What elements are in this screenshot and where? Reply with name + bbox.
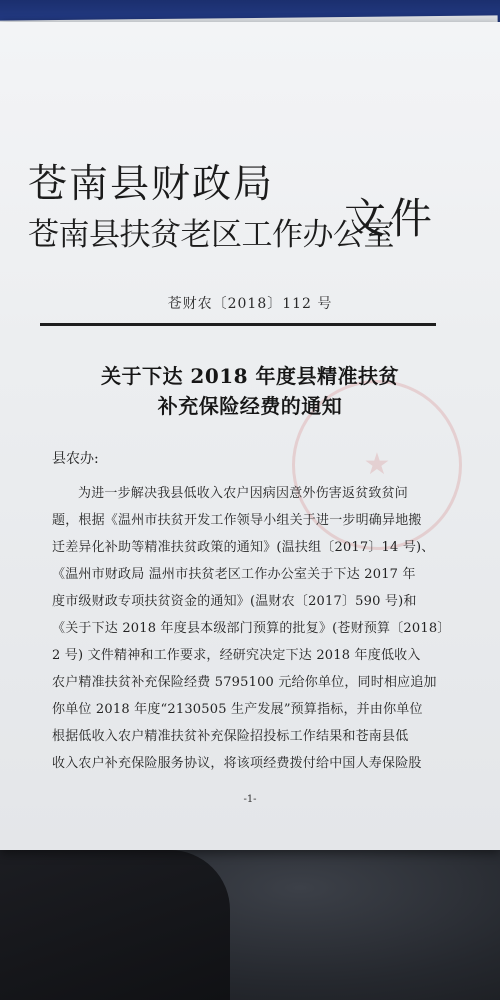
seal-star-icon: ★	[363, 447, 391, 482]
body-line: 迁差异化补助等精准扶贫政策的通知》(温扶组〔2017〕14 号)、	[52, 540, 435, 555]
body-line: 根据低收入农户精准扶贫补充保险招投标工作结果和苍南县低	[52, 729, 409, 744]
body-line: 度市级财政专项扶贫资金的通知》(温财农〔2017〕590 号)和	[52, 594, 417, 609]
header-org-line-2: 苍南县扶贫老区工作办公室	[28, 217, 394, 253]
notice-title-line-2: 补充保险经费的通知	[157, 394, 343, 418]
body-line: 2 号) 文件精神和工作要求，经研究决定下达 2018 年度低收入	[52, 648, 421, 663]
notice-title	[0, 361, 500, 421]
dark-sleeve	[0, 850, 230, 1000]
body-line: 为进一步解决我县低收入农户因病因意外伤害返贫致贫问	[78, 486, 409, 501]
body-line: 你单位 2018 年度“2130505 生产发展”预算指标，并由你单位	[52, 702, 423, 717]
addressee: 县农办:	[52, 451, 99, 467]
document-number: 苍财农〔2018〕112 号	[167, 296, 333, 312]
page-number: -1-	[243, 794, 257, 805]
body-line: 收入农户补充保险服务协议，将该项经费拨付给中国人寿保险股	[52, 756, 422, 771]
body-line: 题，根据《温州市扶贫开发工作领导小组关于进一步明确异地搬	[52, 513, 422, 528]
header-org-line-1: 苍南县财政局	[28, 162, 275, 207]
body-line: 农户精准扶贫补充保险经费 5795100 元给你单位，同时相应追加	[52, 675, 437, 690]
body-text	[52, 480, 452, 777]
document-page	[0, 22, 500, 850]
body-line: 《关于下达 2018 年度县本级部门预算的批复》(苍财预算〔2018〕	[52, 621, 451, 636]
notice-title-line-1: 关于下达 2018 年度县精准扶贫	[100, 364, 400, 388]
header-divider-rule	[40, 323, 436, 326]
header-doc-type: 文件	[344, 194, 437, 243]
body-line: 《温州市财政局 温州市扶贫老区工作办公室关于下达 2017 年	[52, 567, 416, 582]
